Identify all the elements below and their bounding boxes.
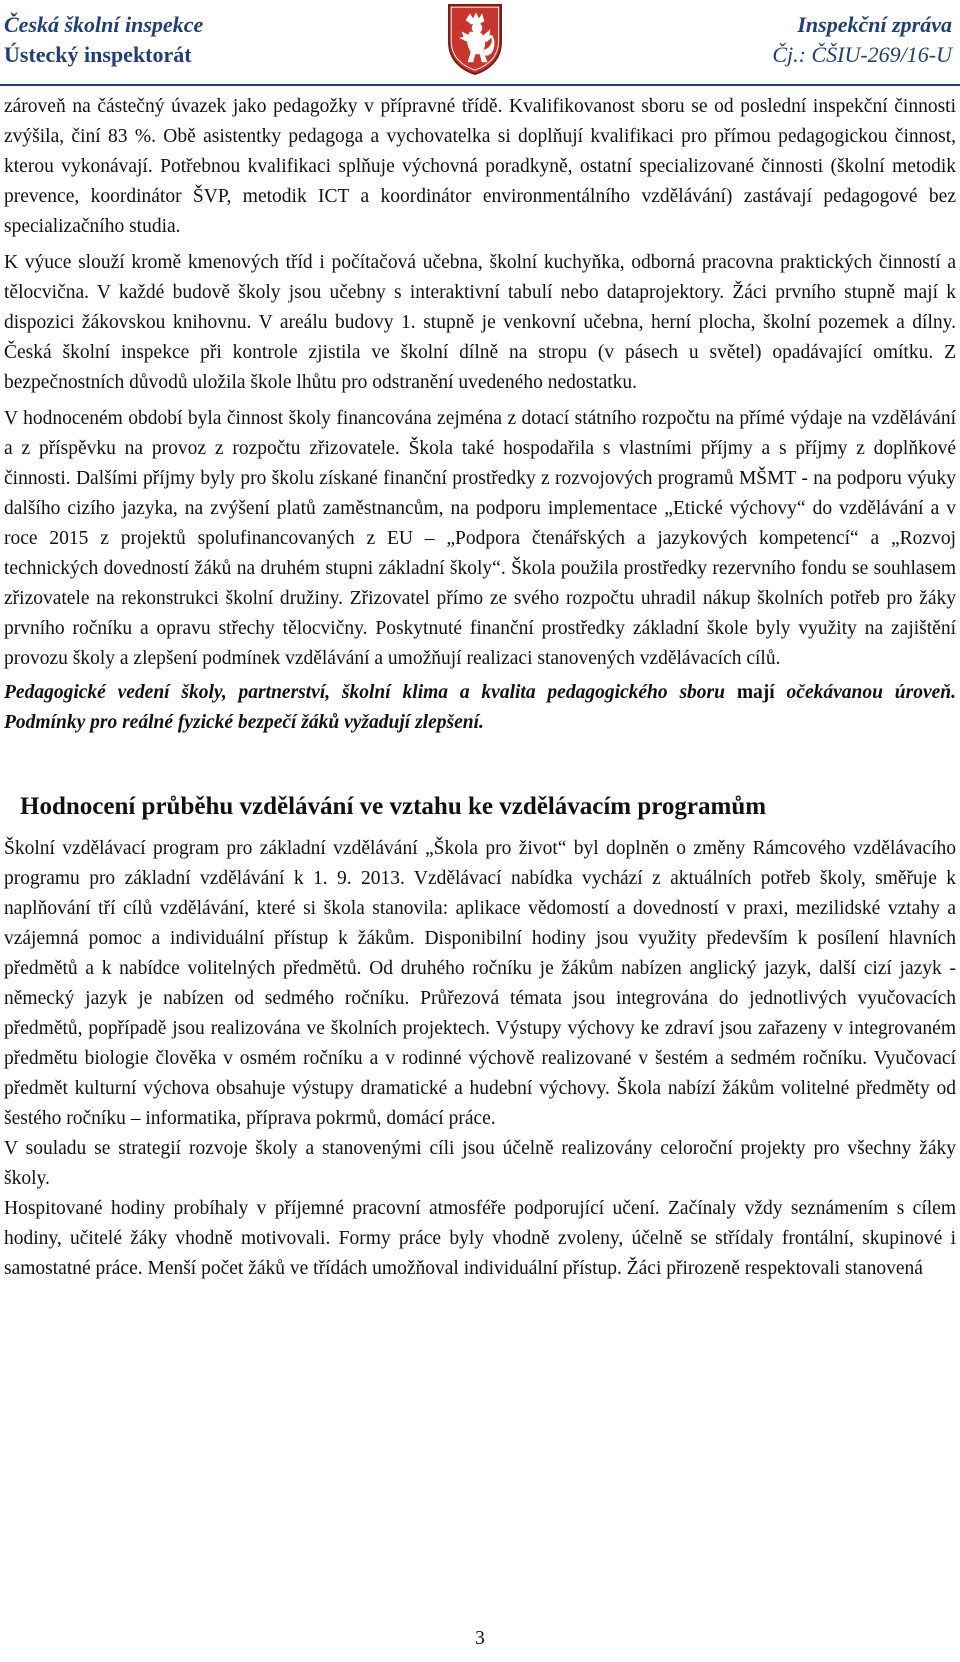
verdict-part-1: Pedagogické vedení školy, partnerství, školní klima a kvalita pedagogického sboru — [4, 682, 725, 703]
page-header — [0, 0, 960, 100]
report-title: Inspekční zpráva — [797, 12, 952, 37]
evaluation-verdict — [4, 678, 956, 738]
paragraph-financing: V hodnoceném období byla činnost školy financována zejména z dotací státního rozpočtu na přímé výdaje na vzdělávání a z příspěvku na provoz z rozpočtu zřizovatele. Škola také hospodařila s vlastními příjmy a s příjmy z doplňkové činnosti. Dalšími příjmy byly pro školu získané finanční prostředky z rozvojových programů MŠMT - na podporu výuky dalšího cizího jazyka, na zvýšení platů zaměstnancům, na podporu implementace „Etické výchovy“ do vzdělávání a v roce 2015 z projektů spolufinancovaných z EU – „Podpora čtenářských a jazykových kompetencí“ a „Rozvoj technických dovedností žáků na druhém stupni základní školy“. Škola použila prostředky rezervního fondu se souhlasem zřizovatele na rekonstrukci školní družiny. Zřizovatel přímo ze svého rozpočtu uhradil nákup školních potřeb pro žáky prvního ročníku a opravu střechy tělocvičny. Poskytnuté finanční prostředky základní škole byly využity na zajištění provozu školy a zlepšení podmínek vzdělávání a umožňují realizaci stanovených vzdělávacích cílů. — [4, 408, 956, 669]
section-heading: Hodnocení průběhu vzdělávání ve vztahu ke vzdělávacím programům — [20, 793, 767, 820]
header-divider — [0, 84, 960, 86]
paragraph-facilities: K výuce slouží kromě kmenových tříd i počítačová učebna, školní kuchyňka, odborná pracovna praktických činností a tělocvična. V každé budově školy jsou učebny s interaktivní tabulí nebo dataprojektory. Žáci prvního stupně mají k dispozici žákovskou knihovnu. V areálu budovy 1. stupně je venkovní učebna, herní plocha, školní pozemek a dílny. Česká školní inspekce při kontrole zjistila ve školní dílně na stropu (v pásech u světel) opadávající omítku. Z bezpečnostních důvodů uložila škole lhůtu pro odstranění uvedeného nedostatku. — [4, 252, 956, 393]
page-number: 3 — [475, 1628, 485, 1649]
inspectorate-name: Ústecký inspektorát — [4, 42, 192, 67]
paragraph-projects: V souladu se strategií rozvoje školy a stanovenými cíli jsou účelně realizovány celoroční projekty pro všechny žáky školy. — [4, 1138, 956, 1189]
paragraph-school-program: Školní vzdělávací program pro základní vzdělávání „Škola pro život“ byl doplněn o změny Rámcového vzdělávacího programu pro základní vzdělávání k 1. 9. 2013. Vzdělávací nabídka vychází z aktuálních potřeb školy, směřuje k naplňování tří cílů vzdělávání, které si škola stanovila: aplikace vědomostí a dovedností v praxi, mezilidské vztahy a vzájemná pomoc a individuální přístup k žákům. Disponibilní hodiny jsou využity především k posílení hlavních předmětů a k nabídce volitelných předmětů. Od druhého ročníku je žákům nabízen anglický jazyk, další cizí jazyk - německý jazyk je nabízen od sedmého ročníku. Průřezová témata jsou integrována do jednotlivých vyučovacích předmětů, popřípadě jsou realizována ve školních projektech. Výstupy výchovy ke zdraví jsou zařazeny v integrovaném předmětu biologie člověka v osmém ročníku a v rodinné výchově realizované v šestém a sedmém ročníku. Vyučovací předmět kulturní výchova obsahuje výstupy dramatické a hudební výchovy. Škola nabízí žákům volitelné předměty od šestého ročníku – informatika, příprava pokrmů, domácí práce. — [4, 838, 956, 1129]
reference-number: Čj.: ČŠIU-269/16-U — [772, 42, 952, 67]
lion-crest-icon — [446, 2, 504, 76]
document-body — [4, 92, 956, 1284]
verdict-part-2: mají — [736, 682, 775, 703]
paragraph-staff-qualification: zároveň na částečný úvazek jako pedagožky v přípravné třídě. Kvalifikovanost sboru se od poslední inspekční činnosti zvýšila, činí 83 %. Obě asistentky pedagoga a vychovatelka si doplňují kvalifikaci pro přímou pedagogickou činnost, kterou vykonávají. Potřebnou kvalifikaci splňuje výchovná poradkyně, ostatní specializované činnosti (školní metodik prevence, koordinátor ŠVP, metodik ICT a koordinátor environmentálního vzdělávání) zastávají pedagogové bez specializačního studia. — [4, 96, 956, 237]
header-right — [772, 10, 952, 70]
verdict-part-3: očekávanou úroveň. Podmínky pro reálné fyzické bezpečí žáků vyžadují zlepšení. — [4, 682, 956, 733]
header-left — [4, 10, 203, 70]
paragraph-lessons: Hospitované hodiny probíhaly v příjemné pracovní atmosféře podporující učení. Začínaly vždy seznámením s cílem hodiny, učitelé žáky vhodně motivovali. Formy práce byly vhodně zvoleny, účelně se střídaly frontální, skupinové i samostatné práce. Menší počet žáků ve třídách umožňoval individuální přístup. Žáci přirozeně respektovali stanovená — [4, 1198, 956, 1279]
institution-name: Česká školní inspekce — [4, 12, 204, 37]
